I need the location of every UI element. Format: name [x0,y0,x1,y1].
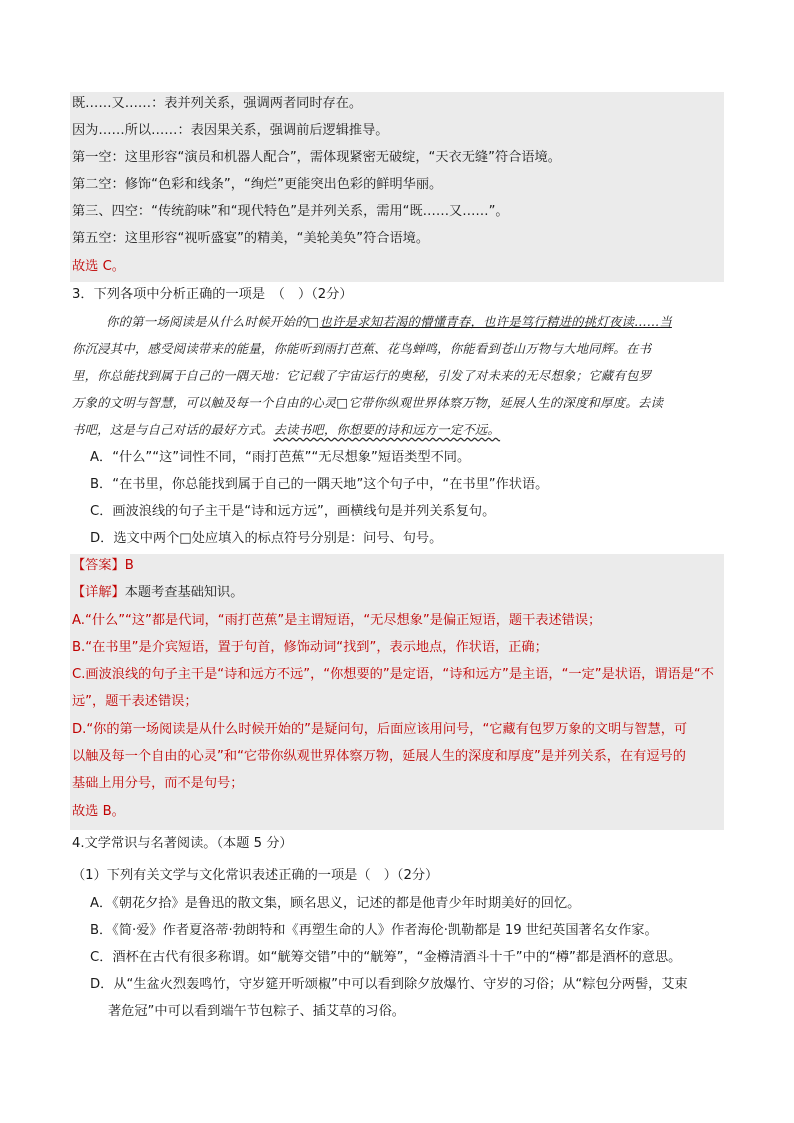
wavy-underlined-sentence: 去读书吧，你想要的诗和远方一定不远。 [273,422,501,437]
option-a: A．《朝花夕拾》是鲁迅的散文集，顾名思义，记述的都是他青少年时期美好的回忆。 [90,896,581,911]
detail-line [72,583,243,603]
analysis-line: A.“什么”“这”都是代词，“雨打芭蕉”是主谓短语，“无尽想象”是偏正短语，题干表述错误； [72,613,602,628]
option-d: D．选文中两个□处应填入的标点符号分别是：问号、句号。 [90,531,443,546]
analysis-line: 既……又……：表并列关系，强调两者同时存在。 [72,96,363,111]
analysis-line: 第一空：这里形容“演员和机器人配合”，需体现紧密无破绽，“天衣无缝”符合语境。 [72,150,561,165]
option-d: D．从“生盆火烈轰鸣竹，守岁筵开听颂椒”中可以看到除夕放爆竹、守岁的习俗；从“粽包分两髻，艾束 [90,977,688,992]
analysis-line: D.“你的第一场阅读是从什么时候开始的”是疑问句，后面应该用问号，“它藏有包罗万象的文明与智慧，可 [72,722,688,737]
answer-value: B [124,558,134,573]
passage-line [106,312,672,332]
passage-line [72,420,500,440]
blank-box-icon: □ [336,395,349,410]
question-stem: 3．下列各项中分析正确的一项是 （ ）（2分） [72,287,353,302]
option-c: C．酒杯在古代有很多称谓。如“觥筹交错”中的“觥筹”，“金樽清酒斗十千”中的“樽”都是酒杯的意思。 [90,950,682,965]
conclusion-text: 故选 C。 [72,259,125,274]
analysis-line: 因为……所以……：表因果关系，强调前后逻辑推导。 [72,123,389,138]
analysis-line: C.画波浪线的句子主干是“诗和远方不远”，“你想要的”是定语，“诗和远方”是主语，“一定”是状语，谓语是“不 [72,667,714,682]
sub-question-stem: （1）下列有关文学与文化常识表述正确的一项是（ ）（2分） [72,868,439,883]
detail-label: 【详解】 [72,585,125,600]
analysis-line: 第五空：这里形容“视听盛宴”的精美，“美轮美奂”符合语境。 [72,231,430,246]
option-c: C．画波浪线的句子主干是“诗和远方远”，画横线句是并列关系复句。 [90,504,496,519]
passage-text: 你的第一场阅读是从什么时候开始的 [106,314,308,329]
option-b: B．“在书里，你总能找到属于自己的一隅天地”这个句子中，“在书里”作状语。 [90,477,549,492]
question-stem: 4.文学常识与名著阅读。（本题 5 分） [72,836,293,851]
passage-line [72,393,663,413]
passage-line: 里，你总能找到属于自己的一隅天地：它记载了宇宙运行的奥秘，引发了对未来的无尽想象；它藏有包罗 [72,368,652,383]
passage-text: 万象的文明与智慧，可以触及每一个自由的心灵 [72,395,337,410]
option-b: B．《简·爱》作者夏洛蒂·勃朗特和《再塑生命的人》作者海伦·凯勒都是 19 世纪英国著名女作家。 [90,923,658,938]
option-a: A．“什么”“这”词性不同，“雨打芭蕉”“无尽想象”短语类型不同。 [90,450,471,465]
answer-line [72,556,134,576]
passage-text: 书吧，这是与自己对话的最好方式。 [72,422,274,437]
passage-line: 你沉浸其中，感受阅读带来的能量，你能听到雨打芭蕉、花鸟蝉鸣，你能看到苍山万物与大地同辉。在书 [72,341,652,356]
analysis-line: 第三、四空：“传统韵味”和“现代特色”是并列关系，需用“既……又……”。 [72,204,509,219]
blank-box-icon: □ [307,314,320,329]
conclusion-text: 故选 B。 [72,804,125,819]
analysis-line: 基础上用分号，而不是句号； [72,776,244,791]
passage-text: 它带你纵观世界体察万物，延展人生的深度和厚度。去读 [348,395,664,410]
analysis-line: 远”，题干表述错误； [72,694,198,709]
detail-text: 本题考查基础知识。 [124,585,244,600]
underlined-sentence: 也许是求知若渴的懵懂青春，也许是笃行精进的挑灯夜读……当 [319,314,672,329]
analysis-line: B.“在书里”是介宾短语，置于句首，修饰动词“找到”，表示地点，作状语，正确； [72,640,548,655]
analysis-line: 第二空：修饰“色彩和线条”，“绚烂”更能突出色彩的鲜明华丽。 [72,177,443,192]
answer-label: 【答案】 [72,558,125,573]
analysis-line: 以触及每一个自由的心灵”和“它带你纵观世界体察万物，延展人生的深度和厚度”是并列关系，在有逗号的 [72,749,686,764]
option-d-continued: 著危冠”中可以看到端午节包粽子、插艾草的习俗。 [108,1004,405,1019]
